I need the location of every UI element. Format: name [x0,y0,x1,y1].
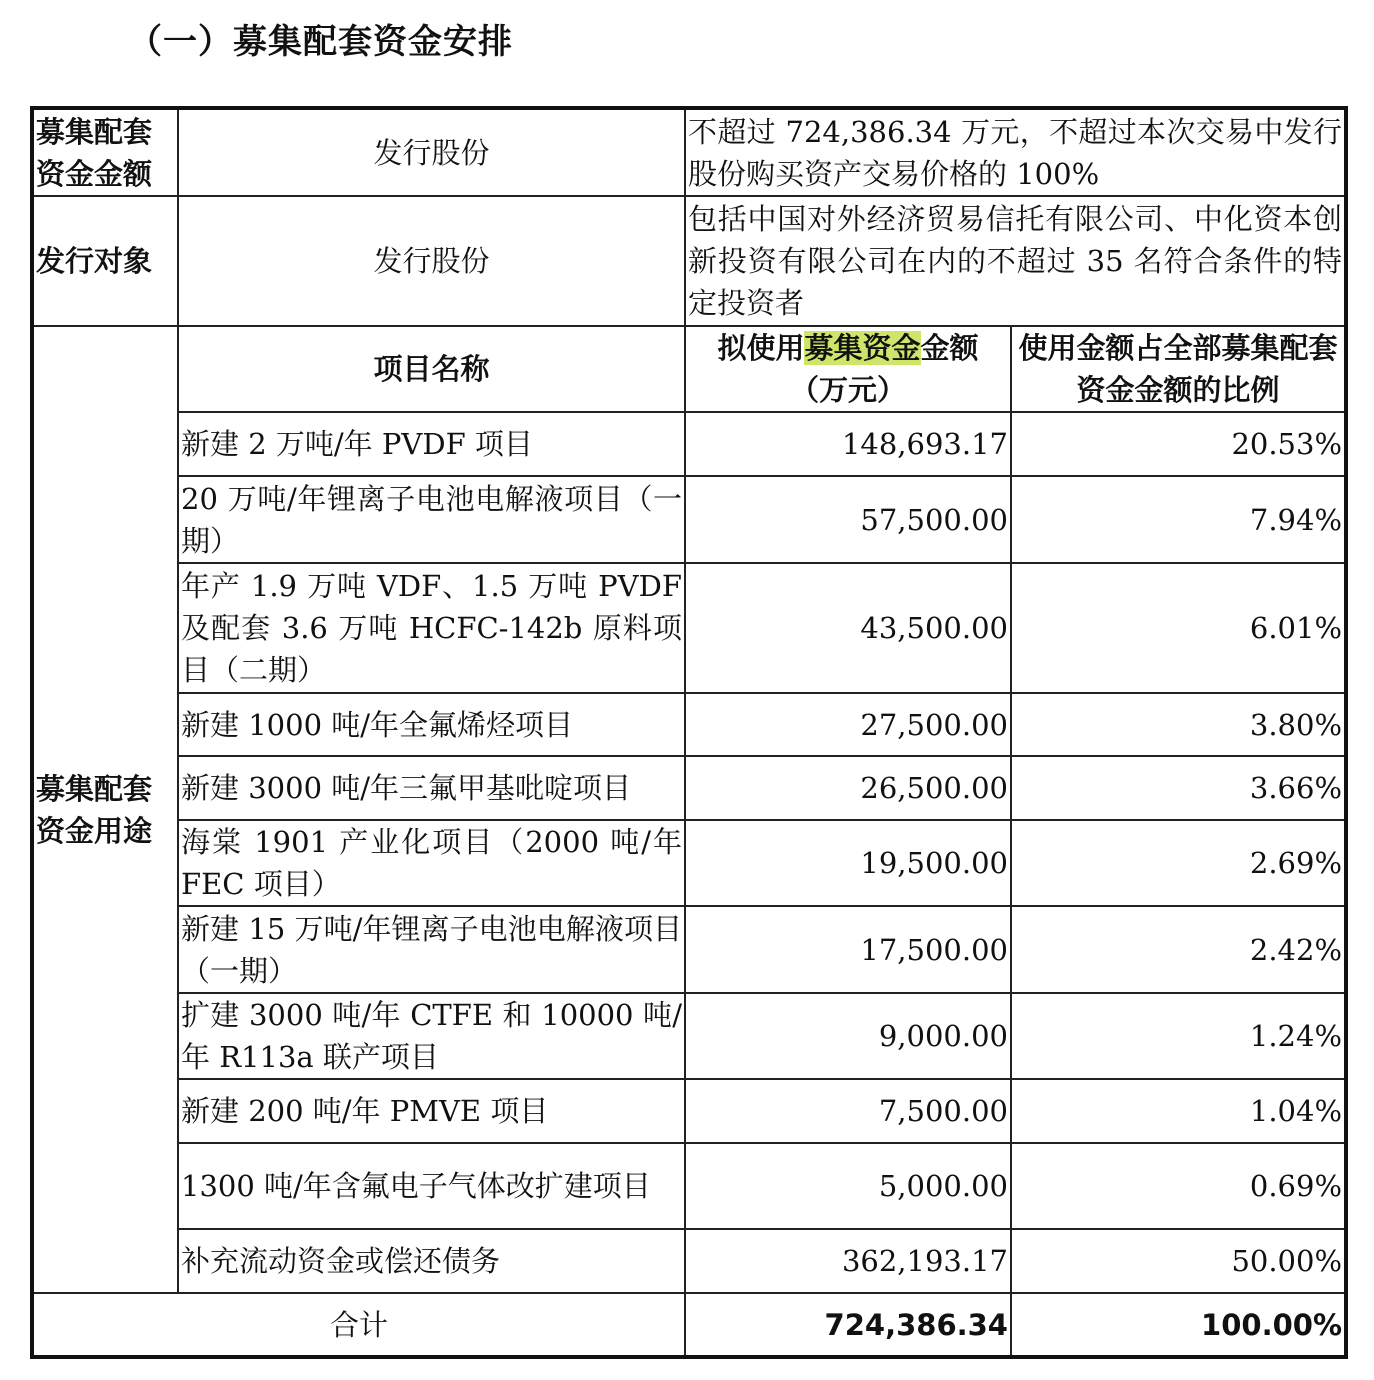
table-row [32,693,1346,756]
project-amount: 19,500.00 [685,820,1011,906]
amount-text: 不超过 724,386.34 万元，不超过本次交易中发行股份购买资产交易价格的 100% [685,108,1346,196]
project-ratio: 1.04% [1011,1079,1346,1143]
col-amount-unit: （万元） [789,373,906,407]
table-row [32,1229,1346,1293]
table-row [32,756,1346,820]
row-amount [32,108,1346,196]
project-ratio: 6.01% [1011,563,1346,693]
table-row [32,1079,1346,1143]
table-row [32,820,1346,906]
project-ratio: 3.66% [1011,756,1346,820]
project-ratio: 0.69% [1011,1143,1346,1229]
col-amount-header [685,326,1011,412]
total-label: 合计 [32,1293,685,1357]
project-name: 新建 1000 吨/年全氟烯烃项目 [178,693,685,756]
project-name: 新建 15 万吨/年锂离子电池电解液项目（一期） [178,906,685,993]
label-target: 发行对象 [32,196,178,326]
project-name: 海棠 1901 产业化项目（2000 吨/年 FEC 项目） [178,820,685,906]
project-ratio: 1.24% [1011,993,1346,1079]
project-name: 年产 1.9 万吨 VDF、1.5 万吨 PVDF 及配套 3.6 万吨 HCFC-142b 原料项目（二期） [178,563,685,693]
table-row [32,563,1346,693]
project-amount: 148,693.17 [685,412,1011,476]
project-amount: 26,500.00 [685,756,1011,820]
project-ratio: 7.94% [1011,476,1346,563]
col-ratio-header: 使用金额占全部募集配套资金金额的比例 [1011,326,1346,412]
col-amount-pre: 拟使用 [717,331,805,365]
target-type: 发行股份 [178,196,685,326]
row-target [32,196,1346,326]
label-usage: 募集配套资金用途 [32,326,178,1293]
project-amount: 57,500.00 [685,476,1011,563]
project-amount: 9,000.00 [685,993,1011,1079]
row-usage-header [32,326,1346,412]
total-ratio: 100.00% [1011,1293,1346,1357]
project-amount: 27,500.00 [685,693,1011,756]
project-ratio: 20.53% [1011,412,1346,476]
project-name: 补充流动资金或偿还债务 [178,1229,685,1293]
project-ratio: 2.69% [1011,820,1346,906]
project-amount: 43,500.00 [685,563,1011,693]
section-heading: （一）募集配套资金安排 [128,22,513,62]
row-total [32,1293,1346,1357]
table-row [32,1143,1346,1229]
project-name: 新建 200 吨/年 PMVE 项目 [178,1079,685,1143]
table-row [32,906,1346,993]
total-amount: 724,386.34 [685,1293,1011,1357]
project-name: 1300 吨/年含氟电子气体改扩建项目 [178,1143,685,1229]
project-amount: 17,500.00 [685,906,1011,993]
project-amount: 362,193.17 [685,1229,1011,1293]
amount-type: 发行股份 [178,108,685,196]
project-ratio: 50.00% [1011,1229,1346,1293]
label-fund-amount: 募集配套资金金额 [32,108,178,196]
table-row [32,476,1346,563]
table-row [32,412,1346,476]
project-ratio: 2.42% [1011,906,1346,993]
project-ratio: 3.80% [1011,693,1346,756]
table-row [32,993,1346,1079]
project-amount: 7,500.00 [685,1079,1011,1143]
project-name: 新建 2 万吨/年 PVDF 项目 [178,412,685,476]
col-amount-post: 金额 [920,331,979,365]
project-name: 新建 3000 吨/年三氟甲基吡啶项目 [178,756,685,820]
project-name: 扩建 3000 吨/年 CTFE 和 10000 吨/年 R113a 联产项目 [178,993,685,1079]
project-name: 20 万吨/年锂离子电池电解液项目（一期） [178,476,685,563]
target-text: 包括中国对外经济贸易信托有限公司、中化资本创新投资有限公司在内的不超过 35 名符合条件的特定投资者 [685,196,1346,326]
project-amount: 5,000.00 [685,1143,1011,1229]
col-project-header: 项目名称 [178,326,685,412]
highlighted-text: 募集资金 [804,331,921,365]
fund-arrangement-table [30,106,1348,1359]
